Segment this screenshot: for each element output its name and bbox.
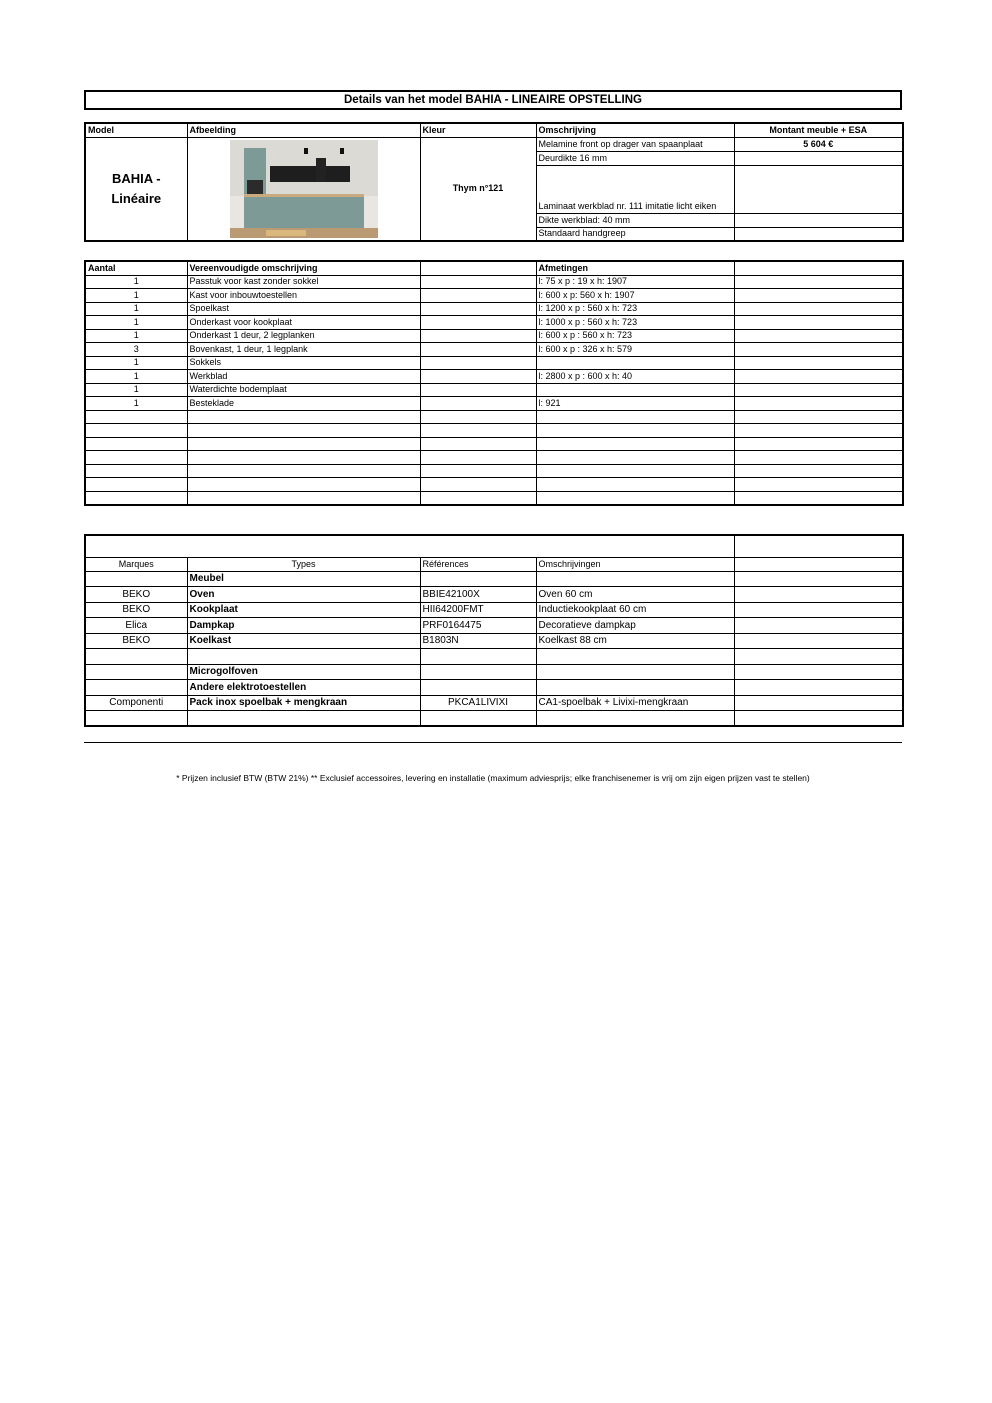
header-image: Afbeelding — [187, 123, 420, 137]
appliance-description: CA1-spoelbak + Livixi-mengkraan — [536, 695, 734, 711]
item-row — [85, 491, 903, 505]
item-row — [85, 370, 903, 384]
item-empty — [420, 410, 536, 424]
item-qty: 1 — [85, 289, 187, 303]
appliance-brand — [85, 680, 187, 696]
item-extra — [734, 410, 903, 424]
item-description: Werkblad — [187, 370, 420, 384]
appliance-extra — [734, 664, 903, 680]
item-empty — [420, 491, 536, 505]
item-empty — [420, 464, 536, 478]
item-row — [85, 275, 903, 289]
item-row — [85, 383, 903, 397]
item-description: Waterdichte bodemplaat — [187, 383, 420, 397]
item-dimensions: l: 75 x p : 19 x h: 1907 — [536, 275, 734, 289]
hood-graphic — [316, 158, 326, 182]
item-description — [187, 410, 420, 424]
appliance-reference — [420, 571, 536, 587]
item-extra — [734, 329, 903, 343]
appliance-reference — [420, 649, 536, 665]
appliance-brand: BEKO — [85, 587, 187, 603]
item-description: Onderkast voor kookplaat — [187, 316, 420, 330]
appliance-row — [85, 711, 903, 727]
appliance-type: Andere elektrotoestellen — [187, 680, 420, 696]
item-dimensions: l: 1200 x p : 560 x h: 723 — [536, 302, 734, 316]
oven-graphic — [247, 180, 263, 194]
item-dimensions — [536, 451, 734, 465]
appliance-extra — [734, 571, 903, 587]
header-type: Types — [187, 557, 420, 571]
appliance-extra — [734, 633, 903, 649]
item-extra — [734, 437, 903, 451]
appliance-reference — [420, 664, 536, 680]
item-row — [85, 437, 903, 451]
description-line: Deurdikte 16 mm — [536, 151, 734, 165]
item-description — [187, 451, 420, 465]
item-row — [85, 451, 903, 465]
item-empty — [420, 275, 536, 289]
appliance-row — [85, 633, 903, 649]
item-empty — [420, 383, 536, 397]
appliance-type: Oven — [187, 587, 420, 603]
appliance-brand — [85, 649, 187, 665]
item-empty — [420, 329, 536, 343]
item-extra — [734, 316, 903, 330]
item-extra — [734, 464, 903, 478]
item-empty — [420, 289, 536, 303]
items-table — [84, 260, 904, 506]
appliance-description — [536, 680, 734, 696]
model-name-line1: BAHIA - — [111, 170, 161, 186]
item-description: Bovenkast, 1 deur, 1 legplank — [187, 343, 420, 357]
appliance-extra — [734, 649, 903, 665]
appliance-brand — [85, 711, 187, 727]
item-row — [85, 302, 903, 316]
item-description — [187, 491, 420, 505]
item-extra — [734, 289, 903, 303]
item-qty: 1 — [85, 316, 187, 330]
appliance-type: Dampkap — [187, 618, 420, 634]
model-table — [84, 122, 904, 242]
appliance-description — [536, 664, 734, 680]
item-qty — [85, 464, 187, 478]
appliance-type: Koelkast — [187, 633, 420, 649]
appliance-description — [536, 571, 734, 587]
description-line: Dikte werkblad: 40 mm — [536, 213, 734, 227]
item-extra — [734, 302, 903, 316]
model-name — [85, 137, 187, 241]
item-row — [85, 478, 903, 492]
item-extra — [734, 397, 903, 411]
appliances-table — [84, 534, 904, 727]
color-value: Thym n°121 — [420, 137, 536, 241]
appliance-type: Pack inox spoelbak + mengkraan — [187, 695, 420, 711]
appliance-reference — [420, 680, 536, 696]
item-qty: 1 — [85, 397, 187, 411]
appliance-description: Koelkast 88 cm — [536, 633, 734, 649]
appliance-description: Decoratieve dampkap — [536, 618, 734, 634]
appliance-description: Oven 60 cm — [536, 587, 734, 603]
item-extra — [734, 343, 903, 357]
appliance-brand — [85, 571, 187, 587]
kitchen-photo — [230, 140, 378, 238]
item-dimensions — [536, 356, 734, 370]
item-qty: 1 — [85, 370, 187, 384]
item-qty: 1 — [85, 383, 187, 397]
item-dimensions — [536, 437, 734, 451]
item-description: Spoelkast — [187, 302, 420, 316]
item-qty — [85, 410, 187, 424]
appliance-brand: BEKO — [85, 602, 187, 618]
item-empty — [420, 437, 536, 451]
page-title: Details van het model BAHIA - LINEAIRE OPSTELLING — [84, 90, 902, 110]
header-reference: Références — [420, 557, 536, 571]
appliance-row — [85, 664, 903, 680]
item-description: Besteklade — [187, 397, 420, 411]
appliance-type — [187, 649, 420, 665]
item-description: Kast voor inbouwtoestellen — [187, 289, 420, 303]
appliance-row — [85, 680, 903, 696]
item-row — [85, 464, 903, 478]
header-color: Kleur — [420, 123, 536, 137]
item-empty — [420, 343, 536, 357]
item-dimensions: l: 1000 x p : 560 x h: 723 — [536, 316, 734, 330]
item-qty: 3 — [85, 343, 187, 357]
appliance-row — [85, 695, 903, 711]
item-dimensions — [536, 478, 734, 492]
appliance-brand: Componenti — [85, 695, 187, 711]
appliance-extra — [734, 711, 903, 727]
appliance-extra — [734, 587, 903, 603]
model-name-line2: Linéaire — [111, 190, 162, 206]
item-qty — [85, 424, 187, 438]
appliance-type: Kookplaat — [187, 602, 420, 618]
item-qty: 1 — [85, 356, 187, 370]
price-value: 5 604 € — [734, 137, 903, 151]
item-description — [187, 464, 420, 478]
item-extra — [734, 275, 903, 289]
item-description — [187, 424, 420, 438]
item-extra — [734, 356, 903, 370]
description-line: Melamine front op drager van spaanplaat — [536, 137, 734, 151]
item-qty — [85, 491, 187, 505]
item-row — [85, 289, 903, 303]
item-qty — [85, 478, 187, 492]
appliance-brand: BEKO — [85, 633, 187, 649]
item-dimensions: l: 921 — [536, 397, 734, 411]
item-empty — [420, 451, 536, 465]
appliance-reference — [420, 711, 536, 727]
item-dimensions — [536, 424, 734, 438]
item-description — [187, 478, 420, 492]
item-empty — [420, 302, 536, 316]
appliance-row — [85, 587, 903, 603]
appliance-extra — [734, 695, 903, 711]
item-qty — [85, 451, 187, 465]
appliance-extra — [734, 602, 903, 618]
footer-divider — [84, 742, 902, 743]
item-qty: 1 — [85, 329, 187, 343]
item-dimensions — [536, 410, 734, 424]
item-description: Passtuk voor kast zonder sokkel — [187, 275, 420, 289]
footnote: * Prijzen inclusief BTW (BTW 21%) ** Exclusief accessoires, levering en installatie (maximum adviesprijs; elke franchisenemer is vrij om zijn eigen prijzen vast te stellen) — [176, 773, 810, 783]
appliance-reference: PRF0164475 — [420, 618, 536, 634]
item-dimensions — [536, 491, 734, 505]
item-qty — [85, 437, 187, 451]
description-line: Laminaat werkblad nr. 111 imitatie licht eiken — [536, 165, 734, 213]
appliance-reference: HII64200FMT — [420, 602, 536, 618]
header-description: Omschrijving — [536, 123, 734, 137]
item-empty — [420, 424, 536, 438]
appliance-extra — [734, 618, 903, 634]
appliance-description — [536, 649, 734, 665]
item-description — [187, 437, 420, 451]
item-description: Onderkast 1 deur, 2 legplanken — [187, 329, 420, 343]
appliance-description: Inductiekookplaat 60 cm — [536, 602, 734, 618]
header-descriptions: Omschrijvingen — [536, 557, 734, 571]
item-row — [85, 356, 903, 370]
appliance-extra — [734, 680, 903, 696]
appliance-reference: PKCA1LIVIXI — [420, 695, 536, 711]
appliance-row — [85, 602, 903, 618]
appliance-reference: BBIE42100X — [420, 587, 536, 603]
header-model: Model — [85, 123, 187, 137]
item-extra — [734, 370, 903, 384]
item-dimensions: l: 600 x p : 326 x h: 579 — [536, 343, 734, 357]
item-row — [85, 410, 903, 424]
item-row — [85, 397, 903, 411]
item-extra — [734, 383, 903, 397]
description-line: Standaard handgreep — [536, 227, 734, 241]
header-qty: Aantal — [85, 261, 187, 275]
item-dimensions: l: 600 x p: 560 x h: 1907 — [536, 289, 734, 303]
item-extra — [734, 424, 903, 438]
header-dimensions: Afmetingen — [536, 261, 734, 275]
item-extra — [734, 451, 903, 465]
header-brand: Marques — [85, 557, 187, 571]
appliance-brand: Elica — [85, 618, 187, 634]
header-price: Montant meuble + ESA — [734, 123, 903, 137]
kitchen-image — [187, 137, 420, 241]
item-empty — [420, 356, 536, 370]
appliance-row — [85, 649, 903, 665]
item-empty — [420, 316, 536, 330]
item-empty — [420, 370, 536, 384]
item-empty — [420, 478, 536, 492]
item-extra — [734, 478, 903, 492]
item-dimensions — [536, 464, 734, 478]
item-description: Sokkels — [187, 356, 420, 370]
appliance-brand — [85, 664, 187, 680]
appliance-reference: B1803N — [420, 633, 536, 649]
appliance-type: Microgolfoven — [187, 664, 420, 680]
item-dimensions: l: 600 x p : 560 x h: 723 — [536, 329, 734, 343]
appliance-type — [187, 711, 420, 727]
item-empty — [420, 397, 536, 411]
item-dimensions: l: 2800 x p : 600 x h: 40 — [536, 370, 734, 384]
appliance-row — [85, 618, 903, 634]
header-simple-description: Vereenvoudigde omschrijving — [187, 261, 420, 275]
item-qty: 1 — [85, 275, 187, 289]
item-row — [85, 424, 903, 438]
appliance-row — [85, 571, 903, 587]
item-qty: 1 — [85, 302, 187, 316]
item-row — [85, 316, 903, 330]
item-row — [85, 329, 903, 343]
item-dimensions — [536, 383, 734, 397]
item-extra — [734, 491, 903, 505]
item-row — [85, 343, 903, 357]
appliance-description — [536, 711, 734, 727]
appliance-type: Meubel — [187, 571, 420, 587]
